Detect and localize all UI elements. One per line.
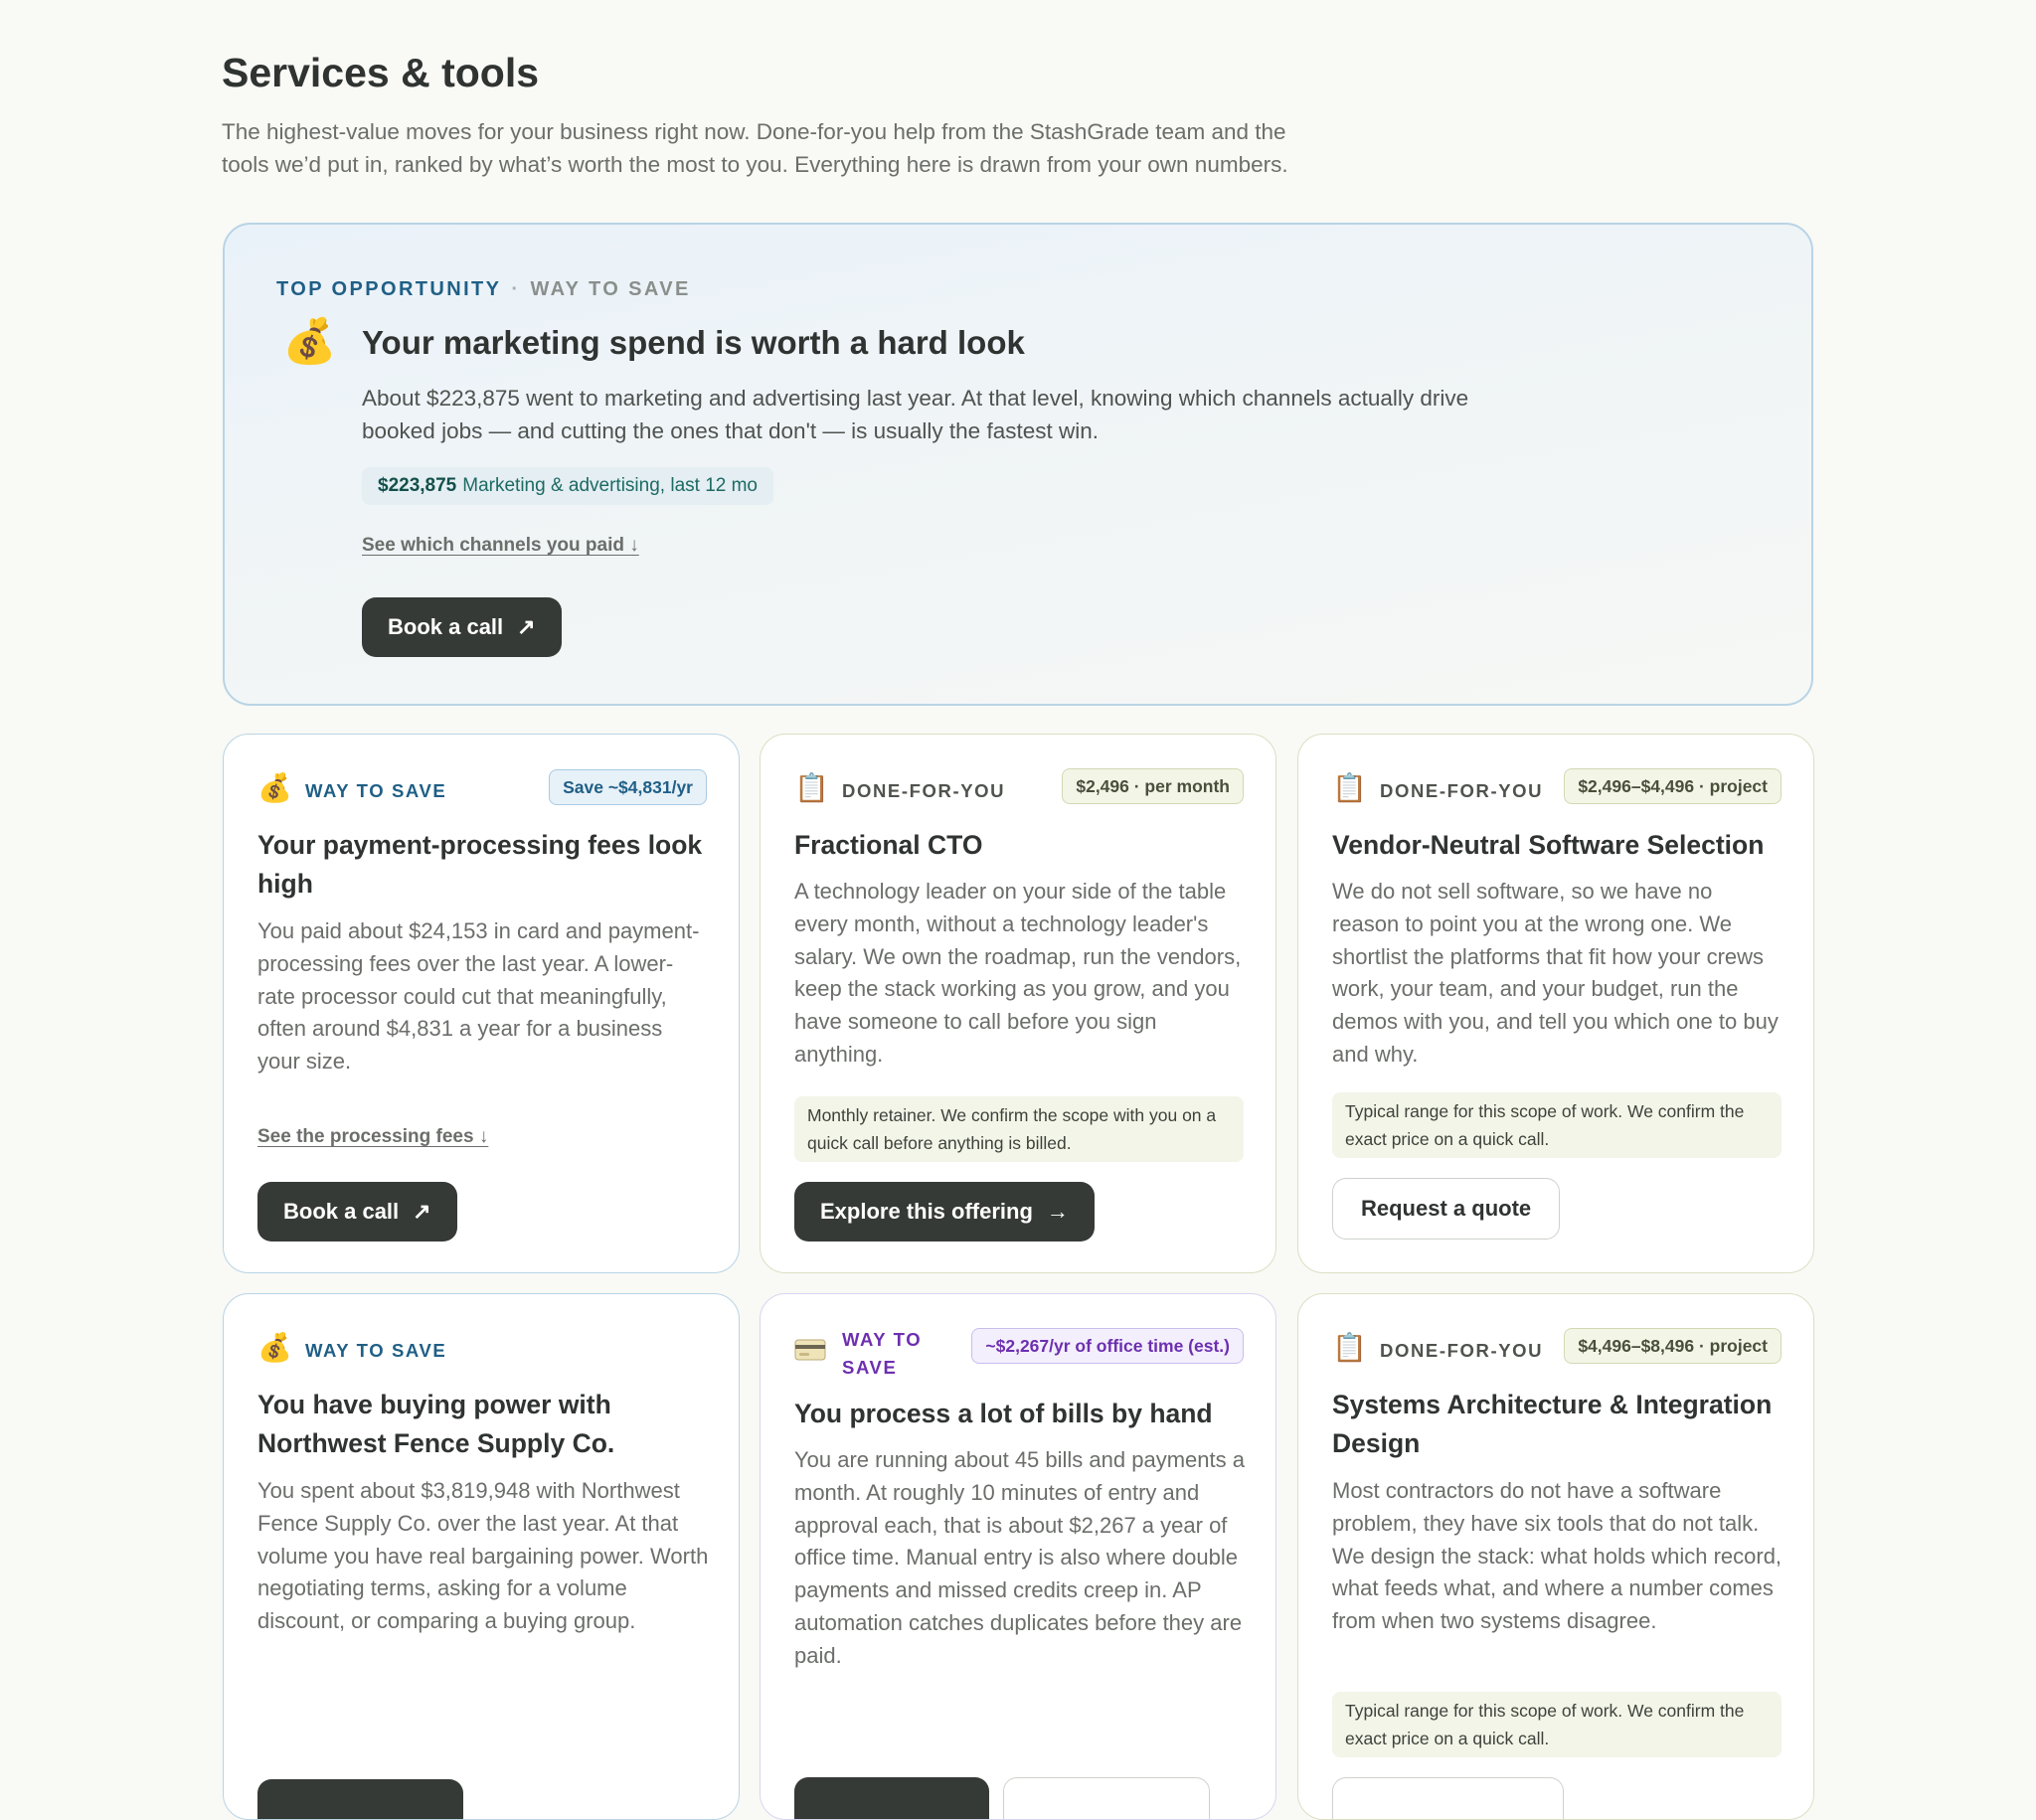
hero-stat-label: Marketing & advertising, last 12 mo xyxy=(462,475,758,496)
explore-offering-button[interactable] xyxy=(794,1182,1095,1241)
hero-book-call-label: Book a call xyxy=(388,614,504,639)
card-fractional-cto xyxy=(760,734,1276,1273)
pricing-note: Typical range for this scope of work. We confirm the exact price on a quick call. xyxy=(1332,1692,1782,1757)
card-kicker: WAY TO SAVE xyxy=(842,1329,923,1378)
arrow-up-right-icon: ↗ xyxy=(517,614,536,639)
card-body: You are running about 45 bills and payments a month. At roughly 10 minutes of entry and approval each, that is about $2,267 a year of office time. Manual entry is also where double payments and missed credits creep in. AP automation catches duplicates before they are paid. xyxy=(794,1447,1245,1668)
card-software-selection xyxy=(1297,734,1814,1273)
hero-book-call-button[interactable] xyxy=(362,597,562,657)
savings-badge: Save ~$4,831/yr xyxy=(549,769,707,805)
card-title: Vendor-Neutral Software Selection xyxy=(1332,830,1765,860)
card-kicker: DONE-FOR-YOU xyxy=(842,780,1006,801)
page-title: Services & tools xyxy=(222,50,540,95)
money-bag-icon: 💰 xyxy=(257,772,292,803)
card-systems-architecture xyxy=(1297,1293,1814,1820)
book-call-button[interactable] xyxy=(257,1182,457,1241)
card-title: Your payment-processing fees look high xyxy=(257,830,703,899)
hero-eyebrow-type: WAY TO SAVE xyxy=(530,278,691,300)
explore-offering-label: Explore this offering xyxy=(820,1199,1033,1224)
card-body: We do not sell software, so we have no reason to point you at the wrong one. We shortlist the platforms that fit how your crews work, your team, and your budget, run the demos with you, and tell you which one to buy and why. xyxy=(1332,879,1779,1067)
money-bag-icon: 💰 xyxy=(257,1332,292,1363)
book-call-label: Book a call xyxy=(283,1199,400,1224)
see-channels-link[interactable]: See which channels you paid ↓ xyxy=(362,535,639,556)
card-processing-fees xyxy=(223,734,740,1273)
money-bag-icon: 💰 xyxy=(282,317,337,366)
request-quote-button[interactable]: Request a quote xyxy=(1332,1178,1560,1240)
card-buying-power xyxy=(223,1293,740,1820)
card-body: You spent about $3,819,948 with Northwest Fence Supply Co. over the last year. At that volume you have real bargaining power. Worth negotiating terms, asking for a volume discount, or comparing a buying group. xyxy=(257,1478,709,1634)
card-body: You paid about $24,153 in card and payment-processing fees over the last year. A lower-rate processor could cut that meaningfully, often around $4,831 a year for a business your size. xyxy=(257,918,700,1075)
card-kicker: WAY TO SAVE xyxy=(305,780,447,801)
hero-stat-value: $223,875 xyxy=(378,475,457,496)
office-time-badge: ~$2,267/yr of office time (est.) xyxy=(971,1328,1244,1364)
card-action-button[interactable] xyxy=(257,1779,463,1820)
credit-card-icon xyxy=(794,1338,826,1367)
clipboard-icon: 📋 xyxy=(1332,772,1367,803)
clipboard-icon: 📋 xyxy=(794,772,829,803)
price-badge: $4,496–$8,496 · project xyxy=(1564,1328,1782,1364)
card-kicker: WAY TO SAVE xyxy=(305,1340,447,1361)
card-bills-by-hand xyxy=(760,1293,1276,1820)
card-title: Systems Architecture & Integration Design xyxy=(1332,1390,1773,1458)
arrow-right-icon: → xyxy=(1046,1199,1069,1224)
card-secondary-button[interactable] xyxy=(1003,1777,1210,1820)
card-body: A technology leader on your side of the table every month, without a technology leader's salary. We own the roadmap, run the vendors, keep the stack working as you grow, and you have someone to call before you sign anything. xyxy=(794,879,1242,1067)
price-badge: $2,496 · per month xyxy=(1062,768,1244,804)
top-opportunity-card xyxy=(223,223,1813,706)
card-kicker: DONE-FOR-YOU xyxy=(1380,1340,1544,1361)
hero-eyebrow-separator: · xyxy=(511,278,521,300)
card-action-button[interactable] xyxy=(794,1777,989,1820)
pricing-note: Monthly retainer. We confirm the scope with you on a quick call before anything is billed. xyxy=(794,1096,1244,1162)
hero-eyebrow xyxy=(276,278,691,301)
see-processing-fees-link[interactable]: See the processing fees ↓ xyxy=(257,1126,489,1147)
pricing-note: Typical range for this scope of work. We confirm the exact price on a quick call. xyxy=(1332,1092,1782,1158)
card-title: Fractional CTO xyxy=(794,830,983,860)
hero-title: Your marketing spend is worth a hard look xyxy=(362,324,1025,361)
hero-eyebrow-label: TOP OPPORTUNITY xyxy=(276,278,502,300)
card-secondary-button[interactable] xyxy=(1332,1777,1564,1820)
arrow-up-right-icon: ↗ xyxy=(413,1199,431,1224)
card-title: You process a lot of bills by hand xyxy=(794,1399,1213,1428)
page-intro: The highest-value moves for your business right now. Done-for-you help from the StashGrade team and the tools we’d put in, ranked by what’s worth the most to you. Everything here is drawn from your own numbers. xyxy=(222,119,1288,177)
clipboard-icon: 📋 xyxy=(1332,1332,1367,1363)
card-body: Most contractors do not have a software problem, they have six tools that do not talk. We design the stack: what holds which record, what feeds what, and where a number comes from when two systems disagree. xyxy=(1332,1478,1782,1634)
card-title: You have buying power with Northwest Fence Supply Co. xyxy=(257,1390,615,1458)
hero-stat-chip xyxy=(362,467,773,505)
card-kicker: DONE-FOR-YOU xyxy=(1380,780,1544,801)
hero-body: About $223,875 went to marketing and advertising last year. At that level, knowing which channels actually drive booked jobs — and cutting the ones that don't — is usually the fastest win. xyxy=(362,386,1469,443)
price-badge: $2,496–$4,496 · project xyxy=(1564,768,1782,804)
credit-card-icon-svg xyxy=(794,1338,826,1362)
